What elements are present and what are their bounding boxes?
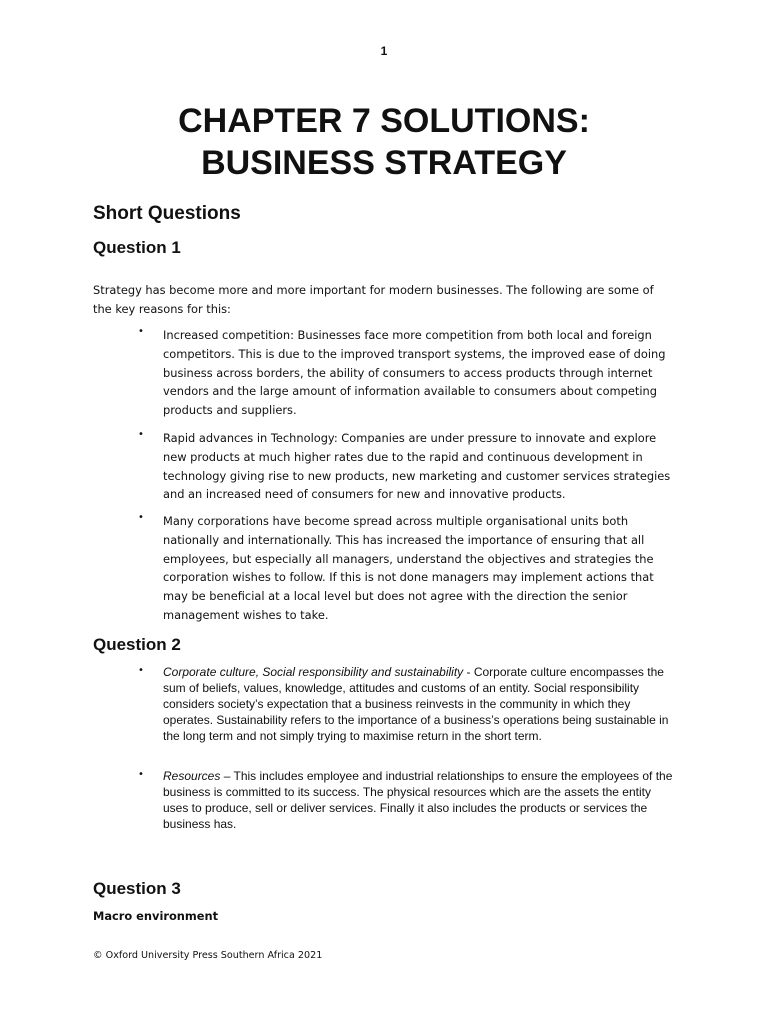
title-line-1: CHAPTER 7 SOLUTIONS: [178, 102, 590, 140]
question-3-heading: Question 3 [93, 879, 181, 898]
question-1-bullet-2 [138, 429, 678, 504]
title-line-2: BUSINESS STRATEGY [201, 144, 567, 182]
bullet-term: Resources [163, 769, 221, 783]
question-1-bullet-1 [138, 326, 678, 420]
section-heading: Short Questions [93, 203, 241, 224]
copyright-footer: © Oxford University Press Southern Africa 2021 [93, 950, 323, 961]
bullet-text: – This includes employee and industrial relationships to ensure the employees of the business is committed to its success. The physical resources which are the assets the entity uses to produce, sell or deliver services. Finally it also includes the products or services the business has. [163, 769, 673, 831]
bullet-text: Rapid advances in Technology: Companies are under pressure to innovate and explore new products at much higher rates due to the rapid and continuous development in technology giving rise to new products, new marketing and customer services strategies and an increased need of consumers for new and innovative products. [163, 431, 671, 502]
question-2-bullet-2 [138, 768, 678, 832]
bullet-icon: • [138, 429, 144, 440]
bullet-text: Many corporations have become spread across multiple organisational units both nationally and internationally. This has increased the importance of ensuring that all employees, but especially all managers, understand the objectives and strategies the corporation wishes to follow. If this is not done managers may implement actions that may be beneficial at a local level but does not agree with the direction the senior management wishes to take. [163, 514, 654, 622]
question-2-bullet-1 [138, 664, 678, 744]
bullet-text: - Corporate culture encompasses the sum of beliefs, values, knowledge, attitudes and customs of an entity. Social responsibility considers society’s expectation that a business reinvests in the community in which they operates. Sustainability refers to the importance of a business’s operations being sustainable in the long term and not simply trying to maximise return in the short term. [163, 665, 669, 743]
bullet-term: Corporate culture, Social responsibility and sustainability [163, 665, 464, 679]
question-2-heading: Question 2 [93, 635, 181, 654]
bullet-icon: • [138, 769, 144, 780]
bullet-icon: • [138, 665, 144, 676]
question-1-bullet-3 [138, 512, 678, 625]
bullet-icon: • [138, 326, 144, 337]
question-1-heading: Question 1 [93, 238, 181, 257]
page-number: 1 [380, 44, 388, 58]
question-3-subheading: Macro environment [93, 909, 219, 923]
page-title [0, 100, 768, 184]
bullet-icon: • [138, 512, 144, 523]
bullet-text: Increased competition: Businesses face more competition from both local and foreign competitors. This is due to the improved transport systems, the improved ease of doing business across borders, the ability of consumers to access products through internet vendors and the large amount of information available to consumers about competing products and suppliers. [163, 328, 666, 418]
question-1-intro: Strategy has become more and more important for modern businesses. The following are some of the key reasons for this: [93, 283, 654, 316]
